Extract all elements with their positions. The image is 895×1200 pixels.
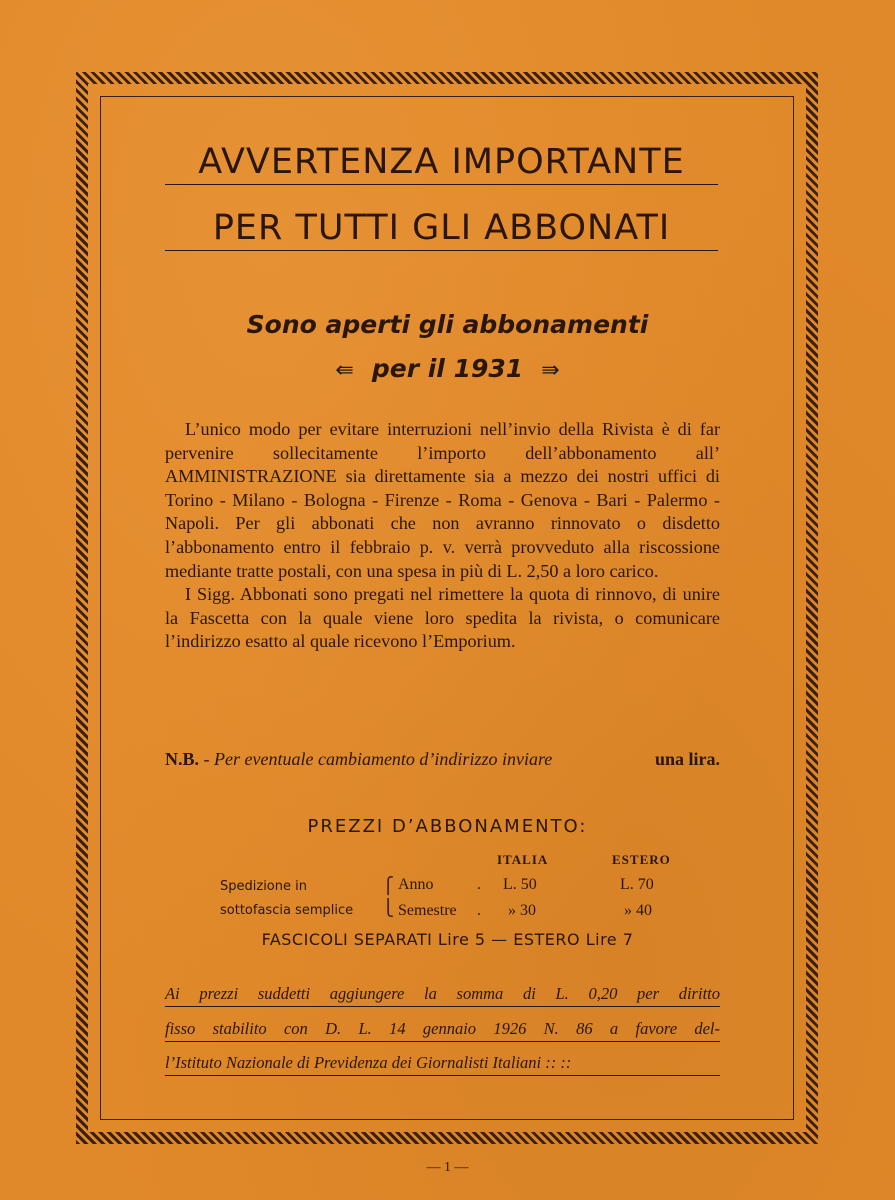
nb-label: N.B. (165, 749, 200, 769)
row-anno-label: Anno (398, 876, 434, 893)
ornament-left-icon: ⇚ (335, 358, 354, 383)
col-header-estero: ESTERO (612, 852, 671, 867)
ornament-right-icon: ⇛ (541, 358, 560, 383)
body-text (165, 418, 720, 654)
row-semestre-label: Semestre (398, 902, 457, 919)
row-semestre-estero: » 40 (624, 902, 652, 919)
row-anno-dots: . (477, 876, 481, 893)
subheading-line-1: Sono aperti gli abbonamenti (246, 310, 649, 339)
heading-line-2: PER TUTTI GLI ABBONATI (165, 208, 718, 251)
nb-text: - Per eventuale cambiamento d’indirizzo inviare (203, 749, 553, 769)
row-anno-estero: L. 70 (620, 876, 654, 893)
shipping-label-1: Spedizione in (220, 879, 307, 894)
row-anno-italia: L. 50 (503, 876, 537, 893)
row-semestre-italia: » 30 (508, 902, 536, 919)
subheading-year: per il 1931 (371, 354, 524, 383)
note-line-3: l’Istituto Nazionale di Previdenza dei Giornalisti Italiani :: :: (165, 1053, 720, 1076)
note-line-1: Ai prezzi suddetti aggiungere la somma di L. 0,20 per diritto (165, 984, 720, 1007)
nb-note (165, 749, 720, 770)
shipping-label-2: sottofascia semplice (220, 903, 354, 918)
col-header-italia: ITALIA (497, 852, 549, 867)
row-semestre-dots: . (477, 902, 481, 919)
body-paragraph-2: I Sigg. Abbonati sono pregati nel rimettere la quota di rinnovo, di unire la Fascetta con la quale viene loro spedita la rivista, o comunicare l’indirizzo esatto al quale ricevono l’Emporium. (165, 584, 720, 652)
page-number: — 1 — (426, 1160, 469, 1175)
brace-bottom: ⎩ (382, 900, 394, 917)
body-paragraph-1: L’unico modo per evitare interruzioni nell’invio della Rivista è di far pervenire sollecitamente l’importo dell’abbonamento all’ AMMINISTRAZIONE sia direttamente sia a mezzo dei nostri uffici di Torino - Milano - Bologna - Firenze - Roma - Genova - Bari - Palermo - Napoli. Per gli abbonati che non avranno rinnovato o disdetto l’abbonamento entro il febbraio p. v. verrà provveduto alla riscossione mediante tratte postali, con una spesa in più di L. 2,50 a loro carico. (165, 419, 720, 581)
nb-amount: una lira. (654, 749, 720, 769)
prices-title: PREZZI D’ABBONAMENTO: (307, 816, 588, 837)
note-line-2: fisso stabilito con D. L. 14 gennaio 1926 N. 86 a favore del- (165, 1019, 720, 1042)
brace-top: ⎧ (382, 878, 394, 895)
single-issue-prices: FASCICOLI SEPARATI Lire 5 — ESTERO Lire 7 (261, 930, 634, 949)
heading-line-1: AVVERTENZA IMPORTANTE (165, 142, 718, 185)
subheading-line-2 (0, 354, 895, 383)
